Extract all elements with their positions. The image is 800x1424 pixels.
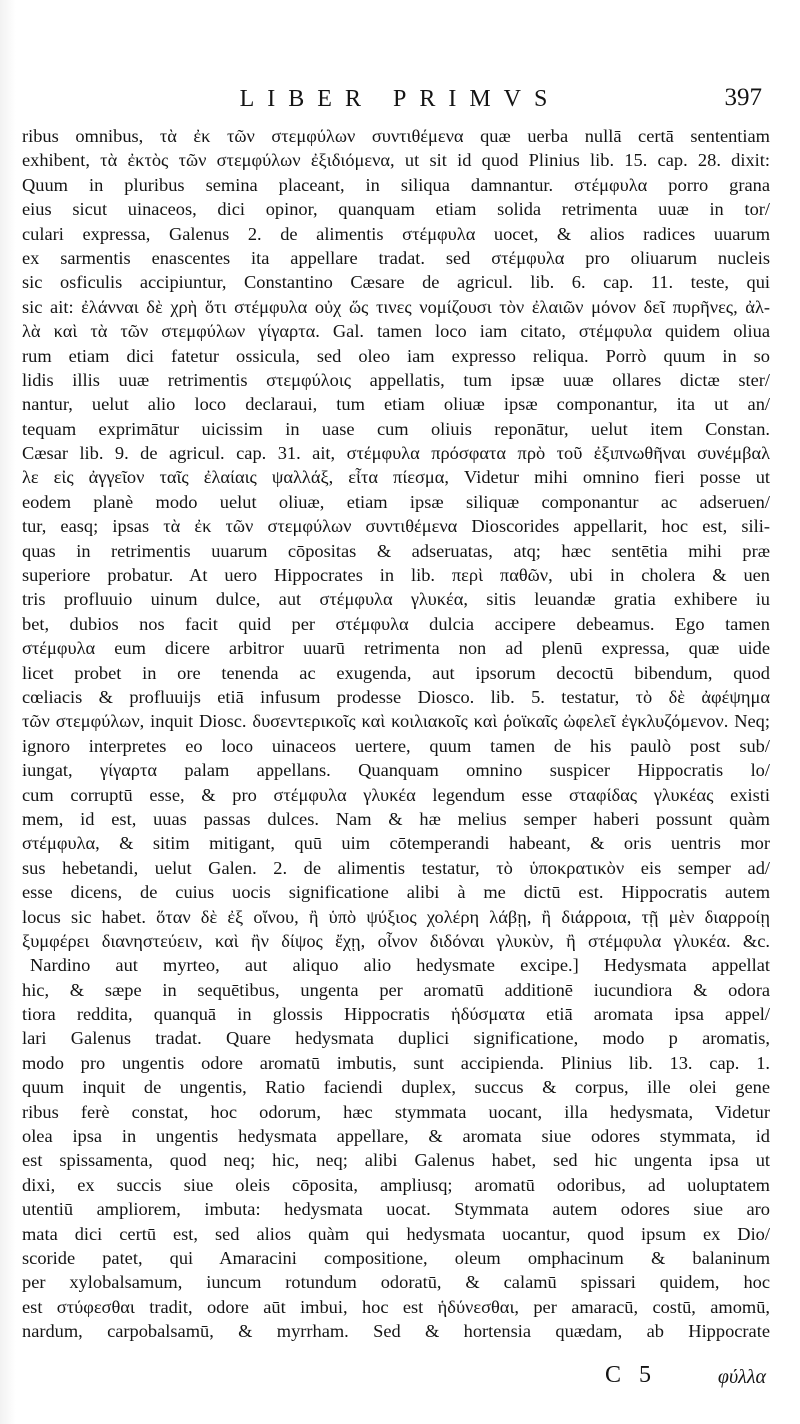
- text-line: στέμφυλα, & sitim mitigant, quū uim cōtemperandi habeant, & oris uentris mor: [22, 833, 770, 854]
- text-line: tur, easq; ipsas τὰ ἐκ τῶν στεμφύλων συντιθέμενα Dioscorides appellarit, hoc est, sili-: [22, 516, 770, 537]
- text-line: cœliacis & profluuijs etiā infusum prodesse Diosco. lib. 5. testatur, τὸ δὲ ἀφέψημα: [22, 686, 770, 707]
- text-line: locus sic habet. ὅταν δὲ ἐξ οἴνου, ἢ ὑπὸ ψύξιος χολέρη λάβῃ, ἢ διάρροια, τῇ μὲν διαρροίῃ: [22, 906, 770, 927]
- text-line: cum corruptū esse, & pro στέμφυλα γλυκέα legendum esse σταφίδας γλυκέας existi: [22, 784, 770, 805]
- text-line: bet, dubios nos facit quid per στέμφυλα dulcia accipere debeamus. Ego tamen: [22, 613, 770, 634]
- text-line: exhibent, τὰ ἐκτὸς τῶν στεμφύλων ἐξιδιόμενα, ut sit id quod Plinius lib. 15. cap. 28. dixit:: [22, 150, 770, 171]
- text-line: sic osficulis accipiuntur, Constantino Cæsare de agricul. lib. 6. cap. 11. teste, qui: [22, 272, 770, 293]
- text-line: est spissamenta, quod neq; hic, neq; alibi Galenus habet, sed hic ungenta ipsa ut: [22, 1150, 770, 1171]
- text-line: est στύφεσθαι tradit, odore aūt imbui, hoc est ἡδύνεσθαι, per amaracū, costū, amomū,: [22, 1296, 770, 1317]
- text-line: mem, id est, uuas passas dulces. Nam & hæ melius semper haberi possunt quàm: [22, 808, 770, 829]
- text-line: Nardino aut myrteo, aut aliquo alio hedysmate excipe.] Hedysmata appellat: [30, 955, 770, 976]
- text-line: quas in retrimentis uuarum cōpositas & adseruatas, atq; hæc sentētia mihi præ: [22, 540, 770, 561]
- text-line: sic ait: ἐλάνναι δὲ χρὴ ὅτι στέμφυλα οὐχ ὥς τινες νομίζουσι τὸν ἐλαιῶν μόνον δεῖ πυρῆνες, ἀλ-: [22, 296, 770, 317]
- text-line: utentiū ampliorem, imbuta: hedysmata uocat. Stymmata autem odores siue aro: [22, 1199, 770, 1220]
- text-line: eodem planè modo uelut oliuæ, etiam ipsæ siliquæ componantur ac adseruen/: [22, 491, 770, 512]
- text-line: nardum, carpobalsamū, & myrrham. Sed & hortensia quædam, ab Hippocrate: [22, 1321, 770, 1342]
- text-line: lari Galenus tradat. Quare hedysmata duplici significatione, modo p aromatis,: [22, 1028, 770, 1049]
- text-line: rum etiam dici fatetur ossicula, sed oleo iam expresso reliqua. Porrò quum in so: [22, 345, 770, 366]
- text-line: tris profluuio uinum dulce, aut στέμφυλα γλυκέα, sitis leuandæ gratia exhibere iu: [22, 589, 770, 610]
- text-line: licet probet in ore tenenda ac exugenda, aut ipsorum decoctū bibendum, quod: [22, 662, 770, 683]
- text-line: nantur, uelut alio loco declaraui, tum etiam oliuæ ipsæ componantur, ita ut an/: [22, 394, 770, 415]
- text-line: tequam exprimātur uicissim in uase cum oliuis reponātur, uelut item Constan.: [22, 418, 770, 439]
- signature-mark: C 5: [605, 1362, 658, 1388]
- text-line: iungat, γίγαρτα palam appellans. Quanquam omnino suspicer Hippocratis lo/: [22, 760, 770, 781]
- text-line: ex sarmentis enascentes ita appellare tradat. sed στέμφυλα pro oliuarum nucleis: [22, 247, 770, 268]
- catchword: φύλλα: [717, 1366, 766, 1388]
- text-line: στέμφυλα eum dicere arbitror uuarū retrimenta non ad plenū expressa, quæ uide: [22, 638, 770, 659]
- text-line: hic, & sæpe in sequētibus, ungenta per aromatū additionē iucundiora & odora: [22, 979, 770, 1000]
- text-line: mata dici certū est, sed alios quàm qui hedysmata uocantur, quod ipsum ex Dio/: [22, 1223, 770, 1244]
- body-text: [22, 124, 770, 1344]
- text-line: ribus omnibus, τὰ ἐκ τῶν στεμφύλων συντιθέμενα quæ uerba nullā certā sententiam: [22, 126, 770, 146]
- text-line: dixi, ex succis siue oleis cōposita, ampliusq; aromatū odoribus, ad uoluptatem: [22, 1174, 770, 1195]
- text-line: τῶν στεμφύλων, inquit Diosc. δυσεντερικοῖς καὶ κοιλιακοῖς καὶ ῥοϊκαῖς ὠφελεῖ ἐγκλυζόμενον. Neq;: [22, 711, 770, 732]
- text-line: λὰ καὶ τὰ τῶν στεμφύλων γίγαρτα. Gal. tamen loco iam citato, στέμφυλα quidem oliua: [22, 321, 770, 342]
- page-footer: [0, 1360, 800, 1400]
- page-header: [0, 86, 800, 126]
- text-line: ξυμφέρει διανηστεύειν, καὶ ἢν δίψος ἔχῃ, οἶνον διδόναι γλυκὺν, ἢ στέμφυλα γλυκέα. &c.: [22, 930, 770, 951]
- text-line: superiore probatur. At uero Hippocrates in lib. περὶ παθῶν, ubi in cholera & uen: [22, 565, 770, 586]
- text-line: Cæsar lib. 9. de agricul. cap. 31. ait, στέμφυλα πρόσφατα πρὸ τοῦ ἐξιπνωθῆναι συνέμβαλ: [22, 443, 770, 464]
- text-line: modo pro ungentis odore aromatū imbutis, sunt accipienda. Plinius lib. 13. cap. 1.: [22, 1052, 770, 1073]
- text-line: esse dicens, de cuius uocis significatione alibi à me dictū est. Hippocratis autem: [22, 882, 770, 903]
- text-line: eius sicut uinaceos, dici opinor, quanquam etiam solida retrimenta uuæ in tor/: [22, 199, 770, 220]
- gutter-shadow: [0, 0, 16, 1424]
- text-line: ignoro interpretes eo loco uinaceos uertere, quum tamen de his paulò post sub/: [22, 735, 770, 756]
- text-line: tiora reddita, quanquā in glossis Hippocratis ἡδύσματα etiā aromata ipsa appel/: [22, 1004, 770, 1025]
- running-head: LIBER PRIMVS: [239, 86, 561, 112]
- text-line: Quum in pluribus semina placeant, in siliqua damnantur. στέμφυλα porro grana: [22, 174, 770, 195]
- text-line: per xylobalsamum, iuncum rotundum odoratū, & calamū spissari quidem, hoc: [22, 1272, 770, 1293]
- text-line: λε εἰς ἀγγεῖον ταῖς ἐλαίαις ψαλλάξ, εἶτα πίεσμα, Videtur mihi omnino fieri posse ut: [22, 467, 770, 488]
- text-line: scoride patet, qui Amaracini compositione, oleum omphacinum & balaninum: [22, 1247, 770, 1268]
- text-line: ribus ferè constat, hoc odorum, hæc stymmata uocant, illa hedysmata, Videtur: [22, 1101, 770, 1122]
- text-line: culari expressa, Galenus 2. de alimentis στέμφυλα uocet, & alios radices uuarum: [22, 223, 770, 244]
- page-number: 397: [724, 84, 762, 111]
- text-line: lidis illis uuæ retrimentis στεμφύλοις appellatis, tum ipsæ uuæ ollares dictæ ster/: [22, 369, 770, 390]
- text-line: sus hebetandi, uelut Galen. 2. de alimentis testatur, τὸ ὑποκρατικὸν eis semper ad/: [22, 857, 770, 878]
- text-line: olea ipsa in ungentis hedysmata appellare, & aromata siue odores stymmata, id: [22, 1126, 770, 1147]
- text-line: quum inquit de ungentis, Ratio faciendi duplex, succus & corpus, ille olei gene: [22, 1077, 770, 1098]
